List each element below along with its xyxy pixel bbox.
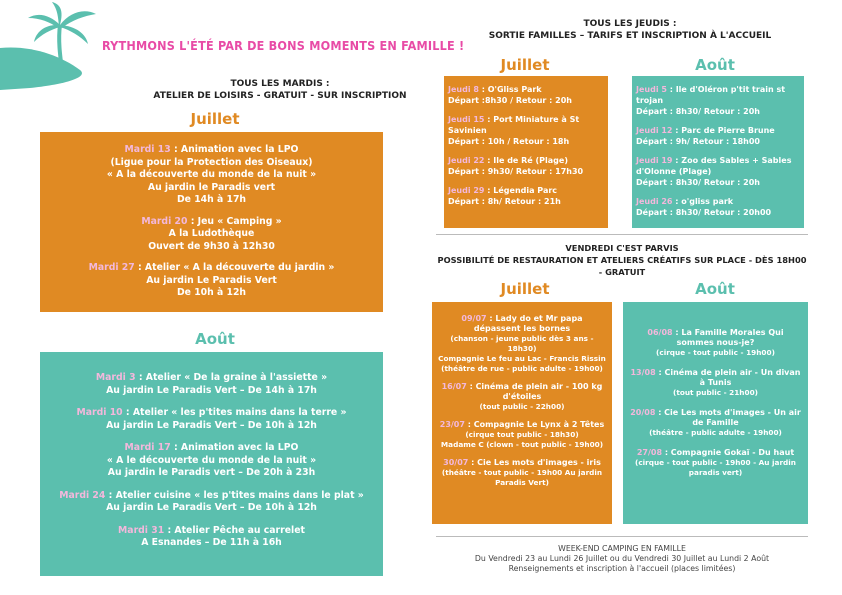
event-date: Mardi 20 [141, 215, 188, 227]
event-block [438, 420, 606, 450]
divider [436, 536, 808, 537]
event-line: Au jardin Le Paradis Vert – De 10h à 12h [106, 502, 317, 513]
event-block [629, 408, 802, 438]
event-block [40, 525, 383, 550]
event-date: 16/07 [441, 382, 467, 391]
event-line: : Atelier « A la découverte du jardin » [137, 262, 335, 273]
event-title: : Parc de Pierre Brune [675, 126, 775, 135]
event-title: : Zoo des Sables + Sables d'Olonne (Plage) [636, 156, 792, 176]
event-date: 27/08 [636, 448, 663, 457]
event-date: Mardi 10 [76, 407, 123, 418]
left-header-line: TOUS LES MARDIS : [230, 79, 330, 89]
event-line: (tout public - 22h00) [479, 402, 565, 411]
event-line: (théâtre de rue - public adulte - 19h00) [441, 364, 603, 373]
event-line: Au jardin Le Paradis Vert – De 10h à 12h [106, 419, 317, 431]
event-line: « A la découverte du monde de la nuit » [106, 169, 317, 180]
event-block [40, 407, 383, 432]
thursday-header-line: TOUS LES JEUDIS : [583, 19, 677, 29]
event-line: (théâtre - public adulte - 19h00) [649, 428, 782, 437]
event-date: 06/08 [647, 328, 673, 337]
event-date: Mardi 31 [118, 524, 165, 536]
friday-header-line: VENDREDI C'EST PARVIS [565, 243, 679, 253]
event-date: Jeudi 15 [448, 115, 485, 124]
event-date: 30/07 [443, 458, 469, 467]
tuesday-juillet-box [40, 132, 383, 312]
event-title: : Port Miniature à St Savinien [448, 115, 580, 135]
event-block [448, 155, 602, 177]
event-date: 23/07 [439, 420, 465, 429]
event-date: Jeudi 19 [636, 156, 673, 165]
event-line: : Atelier « les p'tites mains dans la terre » [125, 407, 347, 418]
event-block [448, 185, 602, 207]
event-block [448, 84, 602, 106]
event-date: Mardi 27 [88, 262, 135, 273]
footer-line: WEEK-END CAMPING EN FAMILLE [558, 544, 686, 553]
divider [436, 234, 808, 235]
friday-header [436, 242, 808, 278]
friday-month-juillet: Juillet [500, 280, 550, 298]
event-list [632, 76, 804, 218]
event-detail: Départ : 8h/ Retour : 21h [448, 197, 561, 206]
event-line: : Atelier « De la graine à l'assiette » [138, 372, 328, 383]
event-block [40, 442, 383, 480]
left-header [150, 78, 410, 102]
event-list [432, 302, 612, 488]
event-line: : La Famille Morales Qui sommes nous-je? [675, 328, 784, 347]
event-block [40, 216, 383, 254]
event-detail: Départ : 9h30/ Retour : 17h30 [448, 167, 584, 176]
event-block [40, 372, 383, 397]
event-block [629, 328, 802, 358]
event-line: De 14h à 17h [176, 194, 247, 205]
event-line: (Ligue pour la Protection des Oiseaux) [110, 156, 313, 168]
event-line: Au jardin le Paradis vert – De 20h à 23h [107, 467, 316, 478]
event-date: Jeudi 26 [636, 197, 673, 206]
event-block [636, 196, 800, 218]
event-date: Mardi 3 [95, 372, 136, 383]
tuesday-aout-box [40, 352, 383, 576]
thursday-month-aout: Août [695, 56, 735, 74]
thursday-juillet-box [444, 76, 608, 228]
event-line: : Atelier Pêche au carrelet [167, 524, 305, 536]
thursday-header [480, 18, 780, 42]
event-detail: Départ : 8h30/ Retour : 20h [636, 107, 760, 116]
thursday-header-line: SORTIE FAMILLES – TARIFS ET INSCRIPTION À L'ACCUEIL [488, 31, 772, 41]
footer-line: Renseignements et inscription à l'accueil (places limitées) [508, 564, 736, 573]
event-line: « A le découverte du monde de la nuit » [106, 454, 317, 466]
event-date: Jeudi 22 [448, 156, 485, 165]
event-line: : Cie Les mots d'images - iris [471, 458, 601, 467]
friday-juillet-box [432, 302, 612, 524]
event-line: A la Ludothèque [168, 228, 255, 239]
event-line: Au jardin Le Paradis Vert – De 14h à 17h [106, 384, 317, 396]
footer-line: Du Vendredi 23 au Lundi 26 Juillet ou du Vendredi 30 Juillet au Lundi 2 Août [474, 554, 770, 563]
event-line: Compagnie Le feu au Lac - Francis Rissin [438, 354, 606, 363]
event-detail: Départ : 8h30/ Retour : 20h00 [636, 208, 772, 217]
event-line: : Cie Les mots d'images - Un air de Famille [658, 408, 801, 427]
event-line: : Cinéma de plein air - Un divan à Tunis [658, 368, 801, 387]
event-line: A Esnandes – De 11h à 16h [141, 537, 282, 548]
month-title-juillet: Juillet [190, 110, 240, 128]
event-line: De 10h à 12h [176, 287, 247, 298]
month-title-aout: Août [195, 330, 235, 348]
event-line: (cirque tout public - 18h30) [465, 430, 579, 439]
thursday-month-juillet: Juillet [500, 56, 550, 74]
event-date: Jeudi 12 [636, 126, 673, 135]
event-line: : Animation avec la LPO [173, 442, 299, 453]
event-block [629, 368, 802, 398]
event-detail: Départ :8h30 / Retour : 20h [448, 96, 572, 105]
event-date: Mardi 24 [59, 489, 106, 501]
footer-weekend-camping [436, 544, 808, 574]
event-block [636, 84, 800, 117]
event-line: : Compagnie Le Lynx à 2 Têtes [467, 420, 605, 429]
event-date: 20/08 [630, 408, 656, 417]
event-line: Au jardin le Paradis vert [147, 181, 276, 193]
event-title: : Légendia Parc [487, 186, 558, 195]
thursday-aout-box [632, 76, 804, 228]
event-date: 09/07 [461, 314, 487, 323]
event-block [438, 458, 606, 488]
event-line: (chanson - jeune public dès 3 ans - 18h30) [450, 334, 594, 353]
event-line: Madame C (clown - tout public - 19h00) [440, 440, 604, 449]
event-block [40, 144, 383, 207]
event-block [448, 114, 602, 147]
event-line: (théâtre - tout public - 19h00 Au jardin Paradis Vert) [441, 468, 603, 487]
event-line: : Animation avec la LPO [173, 144, 299, 155]
event-line: : Atelier cuisine « les p'tites mains dans le plat » [108, 489, 364, 501]
event-block [636, 125, 800, 147]
event-date: Mardi 17 [124, 442, 171, 453]
friday-header-line: POSSIBILITÉ DE RESTAURATION ET ATELIERS CRÉATIFS SUR PLACE - DÈS 18H00 - GRATUIT [437, 255, 807, 277]
event-date: 13/08 [630, 368, 656, 377]
event-block [629, 448, 802, 478]
event-list [623, 302, 808, 478]
event-title: : Ile de Ré (Plage) [487, 156, 568, 165]
event-date: Jeudi 29 [448, 186, 485, 195]
event-block [40, 262, 383, 300]
event-block [438, 314, 606, 374]
event-detail: Départ : 8h30/ Retour : 20h [636, 178, 760, 187]
event-title: : Ile d'Oléron p'tit train st trojan [636, 85, 786, 105]
event-line: Au jardin Le Paradis Vert [146, 274, 277, 286]
event-line: : Lady do et Mr papa dépassent les bornes [473, 314, 583, 333]
friday-aout-box [623, 302, 808, 524]
event-title: : o'gliss park [675, 197, 734, 206]
event-block [636, 155, 800, 188]
event-line: (cirque - tout public - 19h00 - Au jardin paradis vert) [635, 458, 796, 477]
left-header-line: ATELIER DE LOISIRS - GRATUIT - SUR INSCRIPTION [153, 91, 407, 101]
event-list [444, 76, 608, 207]
event-title: : O'Gliss Park [481, 85, 542, 94]
event-line: (tout public - 21h00) [673, 388, 758, 397]
event-block [40, 490, 383, 515]
event-date: Jeudi 8 [448, 85, 479, 94]
event-line: Ouvert de 9h30 à 12h30 [148, 240, 275, 252]
event-block [438, 382, 606, 412]
event-detail: Départ : 10h / Retour : 18h [448, 137, 570, 146]
event-line: : Compagnie Gokaï - Du haut [664, 448, 795, 457]
event-line: (cirque - tout public - 19h00) [656, 348, 775, 357]
event-date: Jeudi 5 [636, 85, 667, 94]
page-title: RYTHMONS L'ÉTÉ PAR DE BONS MOMENTS EN FAMILLE ! [102, 38, 465, 53]
event-detail: Départ : 9h/ Retour : 18h00 [636, 137, 760, 146]
friday-month-aout: Août [695, 280, 735, 298]
event-line: : Jeu « Camping » [190, 215, 282, 227]
event-date: Mardi 13 [124, 144, 171, 155]
event-line: : Cinéma de plein air - 100 kg d'étoiles [469, 382, 603, 401]
